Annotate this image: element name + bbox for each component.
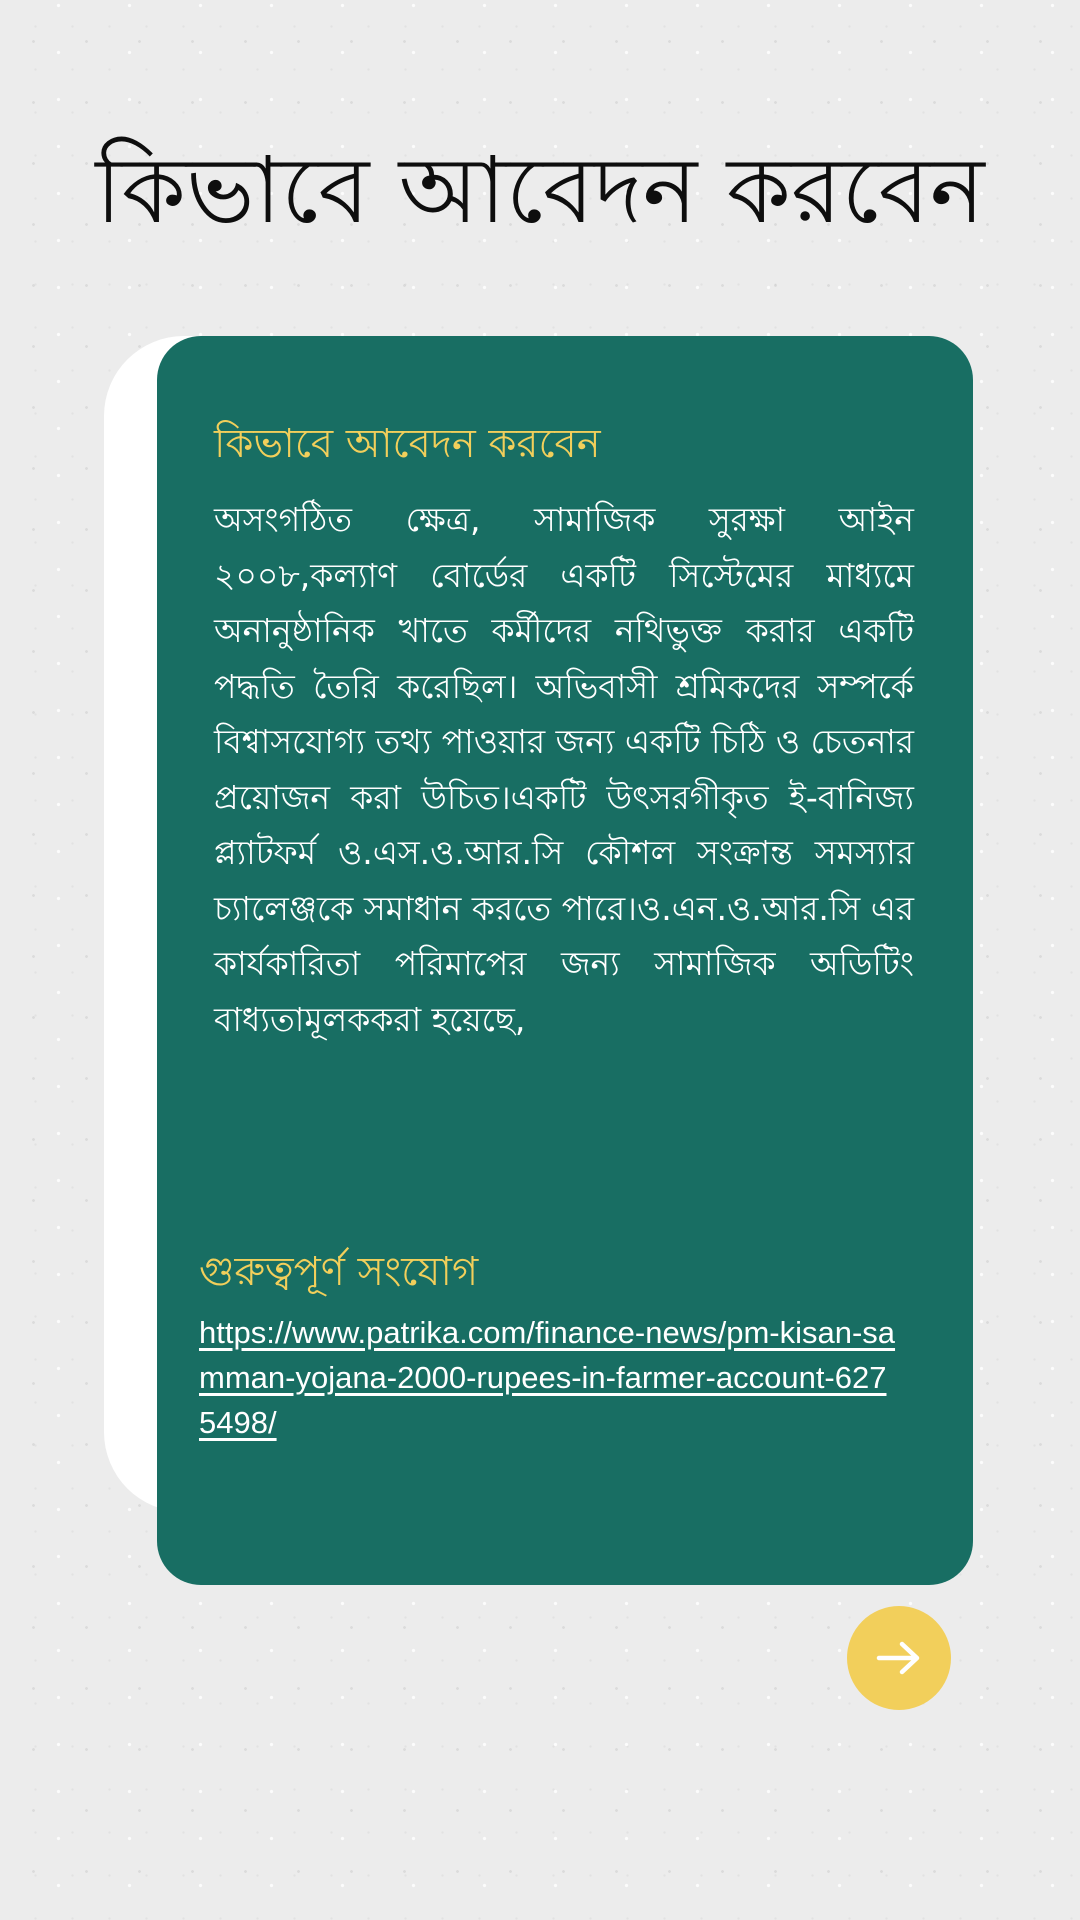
body-paragraph: অসংগঠিত ক্ষেত্র, সামাজিক সুরক্ষা আইন ২০০৮,কল্যাণ বোর্ডের একটি সিস্টেমের মাধ্যমে অনানুষ্ঠানিক খাতে কর্মীদের নথিভুক্ত করার একটি পদ্ধতি তৈরি করেছিল। অভিবাসী শ্রমিকদের সম্পর্কে বিশ্বাসযোগ্য তথ্য পাওয়ার জন্য একটি চিঠি ও চেতনার প্রয়োজন করা উচিত।একটি উৎসরগীকৃত ই-বানিজ্য প্ল্যাটফর্ম ও.এস.ও.আর.সি কৌশল সংক্রান্ত সমস্যার চ্যালেঞ্জকে সমাধান করতে পারে।ও.এন.ও.আর.সি এর কার্যকারিতা পরিমাপের জন্য সামাজিক অডিটিং বাধ্যতামূলককরা হয়েছে, [214,500,915,1039]
arrow-right-icon [876,1641,922,1675]
important-links-heading: গুরুত্বপূর্ণ সংযোগ [199,1249,479,1295]
next-button[interactable] [847,1606,951,1710]
page-title: কিভাবে আবেদন করবেন [95,137,985,244]
info-card [157,336,973,1585]
reference-link[interactable]: https://www.patrika.com/finance-news/pm-kisan-samman-yojana-2000-rupees-in-farmer-account-6275498/ [199,1315,896,1440]
section-heading: কিভাবে আবেদন করবেন [214,421,601,467]
